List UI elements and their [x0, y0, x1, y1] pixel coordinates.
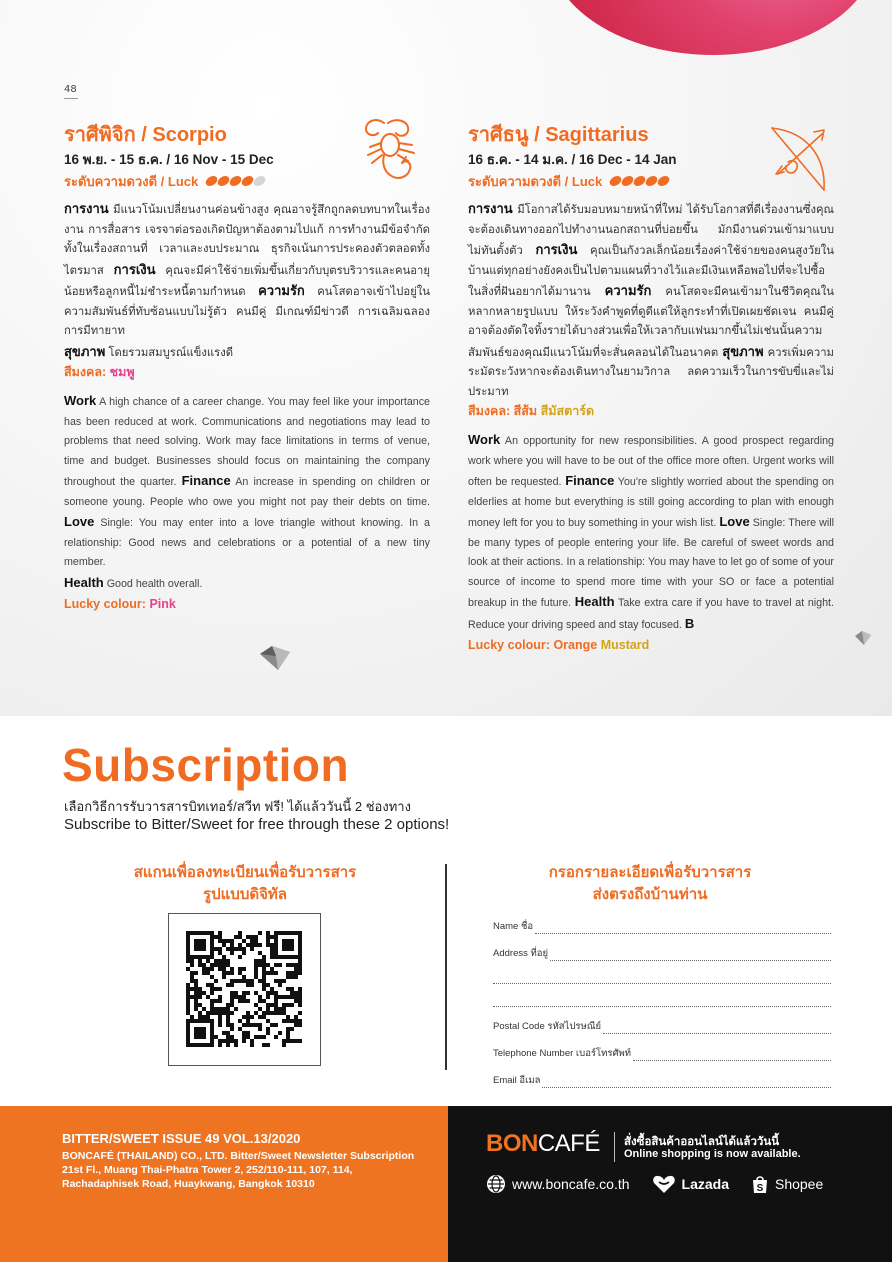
- email-line[interactable]: [542, 1078, 831, 1088]
- work-text: A high chance of a career change. You may feel like your importance has been reduced at work. Communications and negotiations may lead to problems that need solving. Work may face limitations in terms of venue, time and budget. Businesses should focus on maintaining the company throughout the quarter.: [64, 396, 430, 488]
- sagittarius-english-text: [468, 430, 834, 635]
- lucky-value-orange: Orange: [553, 638, 598, 652]
- work-label: การงาน: [468, 201, 513, 216]
- address-field-line[interactable]: [550, 951, 831, 961]
- love-text: คนโสดอาจเข้าไปอยู่ในความสัมพันธ์ที่ทับซ้อนแบบไม่รู้ตัว คนมีคู่ มีเกณฑ์มีข่าวดี การเฉลิมฉลอง การมีทายาท: [64, 286, 430, 337]
- decorative-gem-icon: [854, 630, 872, 646]
- shopee-bag-icon: [751, 1174, 769, 1194]
- lucky-value-mustard: Mustard: [600, 638, 650, 652]
- footer-shop-panel: [448, 1106, 892, 1262]
- shopee-link[interactable]: [751, 1174, 823, 1194]
- scorpio-thai-text: [64, 199, 430, 363]
- finance-label: การเงิน: [535, 242, 578, 257]
- scorpio-luck-label: ระดับความดวงดี / Luck: [64, 173, 199, 189]
- telephone-line[interactable]: [633, 1051, 831, 1061]
- finance-text: คุณจะมีค่าใช้จ่ายเพิ่มขึ้นเกี่ยวกับบุตรบริวารและคนอายุน้อยหรือลูกหนี้ไม่ชำระหนี้ตามกำหนด: [64, 264, 430, 298]
- company-address: [62, 1149, 432, 1191]
- health-label: Health: [574, 594, 615, 609]
- address-line-2: 21st Fl., Muang Thai-Phatra Tower 2, 252/110-111, 107, 114,: [62, 1164, 353, 1176]
- subscription-english-line: Subscribe to Bitter/Sweet for free through these 2 options!: [64, 816, 450, 833]
- address-line[interactable]: [493, 997, 831, 1007]
- luck-dot-filled-icon: [656, 176, 671, 186]
- footer-issue-panel: [0, 1106, 448, 1262]
- sagittarius-dates: 16 ธ.ค. - 14 ม.ค. / 16 Dec - 14 Jan: [468, 152, 677, 167]
- scorpio-luck: [64, 171, 430, 191]
- scorpio-lucky-thai: [64, 363, 430, 381]
- sagittarius-luck: [468, 171, 834, 191]
- postal-code-field[interactable]: [493, 1008, 831, 1034]
- decorative-pink-circle: [548, 0, 878, 55]
- finance-text: An increase in spending on children or someone young. People who owe you might not pay their debts on time.: [64, 476, 430, 508]
- svg-text:S: S: [756, 1183, 764, 1194]
- health-label: Health: [64, 574, 104, 590]
- postal-code-label: Postal Code รหัสไปรษณีย์: [493, 1021, 602, 1032]
- work-label: Work: [468, 432, 501, 447]
- address-field-line3[interactable]: [493, 985, 831, 1007]
- page-number: 48: [64, 84, 77, 95]
- lazada-link[interactable]: [652, 1174, 729, 1194]
- sagittarius-luck-label: ระดับความดวงดี / Luck: [468, 173, 603, 189]
- scorpio-english-text: [64, 391, 430, 594]
- online-shopping-english: Online shopping is now available.: [624, 1148, 801, 1160]
- health-text: โดยรวมสมบูรณ์แข็งแรงดี: [105, 346, 234, 359]
- address-line-1: BONCAFÉ (THAILAND) CO., LTD. Bitter/Sweet Newsletter Subscription: [62, 1150, 415, 1162]
- qr-code[interactable]: [168, 913, 321, 1066]
- scorpio-dates: 16 พ.ย. - 15 ธ.ค. / 16 Nov - 15 Dec: [64, 152, 274, 167]
- logo-cafe: CAFÉ: [537, 1130, 600, 1157]
- address-line[interactable]: [493, 974, 831, 984]
- lucky-value-mustard: สีมัสตาร์ด: [540, 404, 595, 418]
- address-field[interactable]: [493, 935, 831, 961]
- name-field[interactable]: [493, 912, 831, 934]
- sagittarius-title: ราศีธนู / Sagittarius: [468, 124, 649, 146]
- health-text: ควรเพิ่มความระมัดระวังหากจะต้องเดินทางในยามวิกาล ลดความเร็วในการขับขี่และไม่ประมาท: [468, 346, 834, 398]
- digital-option-heading: [95, 862, 395, 906]
- mail-option-heading: [490, 862, 810, 906]
- mail-subscription-form: [493, 912, 831, 1089]
- postal-code-line[interactable]: [603, 1024, 831, 1034]
- lucky-label: Lucky colour:: [64, 597, 150, 611]
- mail-option-line2: ส่งตรงถึงบ้านท่าน: [592, 886, 708, 903]
- love-text: Single: You may enter into a love triangle without knowing. In a relationship: Good news and celebrations or a potential of a new tiny member.: [64, 517, 430, 568]
- telephone-field[interactable]: [493, 1035, 831, 1061]
- sagittarius-lucky-english: [468, 635, 834, 655]
- work-text: An opportunity for new responsibilities. A good prospect regarding work where you will have to be out of the office more often. Urgent works will often be requested.: [468, 435, 834, 488]
- subscription-thai-line: เลือกวิธีการรับวารสารบิทเทอร์/สวีท ฟรี! ได้แล้ววันนี้ 2 ช่องทาง: [64, 799, 411, 814]
- telephone-label: Telephone Number เบอร์โทรศัพท์: [493, 1048, 632, 1059]
- options-divider: [445, 864, 447, 1070]
- health-label: สุขภาพ: [722, 343, 764, 359]
- name-field-label: Name ชื่อ: [493, 921, 534, 932]
- work-label: การงาน: [64, 201, 109, 216]
- lazada-heart-icon: [652, 1174, 676, 1194]
- sagittarius-lucky-thai: [468, 402, 834, 420]
- luck-dot-empty-icon: [252, 176, 267, 186]
- scorpio-title: ราศีพิจิก / Scorpio: [64, 124, 227, 146]
- mail-option-line1: กรอกรายละเอียดเพื่อรับวารสาร: [548, 864, 752, 881]
- address-field-label: Address ที่อยู่: [493, 948, 549, 959]
- health-text: Take extra care if you have to travel at night. Reduce your driving speed and stay focused.: [468, 597, 834, 631]
- scorpio-column: [64, 122, 430, 614]
- lazada-text: Lazada: [681, 1176, 729, 1192]
- health-text: Good health overall.: [103, 577, 203, 590]
- online-shopping-thai: สั่งซื้อสินค้าออนไลน์ได้แล้ววันนี้: [624, 1136, 780, 1148]
- love-label: ความรัก: [258, 283, 305, 298]
- boncafe-logo: [486, 1130, 600, 1158]
- work-text: มีโอกาสได้รับมอบหมายหน้าที่ใหม่ ได้รับโอกาสที่ดีเรื่องงานซึ่งคุณจะต้องเดินทางออกไปทำงานนอกสถานที่บ่อยขึ้น มักมีงานด่วนเข้ามาแบบไม่ทันตั้งตัว: [468, 204, 834, 257]
- digital-option-line2: รูปแบบดิจิทัล: [203, 886, 287, 903]
- digital-option-line1: สแกนเพื่อลงทะเบียนเพื่อรับวารสาร: [133, 864, 357, 881]
- sagittarius-luck-rating: [610, 176, 669, 186]
- lucky-value: Pink: [149, 597, 176, 611]
- lucky-label: Lucky colour:: [468, 638, 554, 652]
- shop-links: [486, 1174, 845, 1194]
- love-text: คนโสดจะมีคนเข้ามาในชีวิตคุณในหลากหลายรูปแบบ ให้ระวังคำพูดที่ดูดีแต่ให้ลูกระทำที่เปิดเผยชัดเจน คนมีคู่ อาจต้องตัดใจทิ้งรายได้บางส่วนเพื่อให้เวลากับแฟนมากขึ้นไม่เช่นนั้นความสัมพันธ์ของคุณมีแนวโน้มที่จะสั่นคลอนได้ในอนาคต: [468, 286, 834, 359]
- finance-label: การเงิน: [113, 261, 156, 277]
- work-label: Work: [64, 393, 97, 408]
- issue-label: BITTER/SWEET ISSUE 49 VOL.13/2020: [62, 1131, 301, 1146]
- health-label: สุขภาพ: [64, 343, 106, 359]
- lucky-label: สีมงคล:: [64, 365, 110, 379]
- love-label: ความรัก: [604, 283, 652, 298]
- qr-code-icon: [169, 914, 320, 1065]
- sagittarius-column: [468, 122, 834, 655]
- lucky-label: สีมงคล:: [468, 404, 514, 418]
- lucky-value-orange: สีส้ม: [513, 404, 538, 418]
- subscription-title: Subscription: [62, 739, 350, 791]
- sagittarius-thai-text: [468, 199, 834, 402]
- end-mark: B: [684, 615, 695, 631]
- finance-label: Finance: [181, 473, 231, 488]
- love-text: Single: There will be many types of people entering your life. Be careful of sweet words and look at their actions. In a relationship: You may have to let go of some of your source of income to spend more time with your SO or face a potential breakup in the future.: [468, 517, 834, 609]
- name-field-line[interactable]: [535, 924, 831, 934]
- scorpio-luck-rating: [206, 176, 265, 186]
- finance-label: Finance: [565, 473, 615, 488]
- finance-text: คุณเป็นกังวลเล็กน้อยเรื่องค่าใช้จ่ายของคนสูงวัยในบ้านแต่ทุกอย่างยังคงเป็นไปตามแผนที่วางไว้และมีเงินเหลือพอไปที่จะไปซื้อในสิ่งที่ฝันอยากได้มานาน: [468, 245, 834, 298]
- email-field[interactable]: [493, 1062, 831, 1088]
- love-label: Love: [64, 514, 95, 529]
- page-number-rule: [64, 98, 78, 99]
- finance-text: You're slightly worried about the spending on elderlies at home but everything is still going according to plan with enough money left for you to buy something in your wish list.: [468, 476, 834, 529]
- decorative-gem-icon: [258, 644, 292, 672]
- scorpio-lucky-english: [64, 594, 430, 614]
- shopee-text: Shopee: [774, 1176, 824, 1192]
- love-label: Love: [719, 514, 750, 529]
- website-text: www.boncafe.co.th: [512, 1176, 630, 1192]
- globe-icon: [486, 1174, 506, 1194]
- work-text: มีแนวโน้มเปลี่ยนงานค่อนข้างสูง คุณอาจรู้สึกถูกลดบทบาทในเรื่องงาน การสื่อสาร เจรจาต่อรองเกิดปัญหาต้องตามไปแก้ การทำงานมีข้อจำกัดทั้งในเรื่องสถานที่ เวลาและงบประมาณ ธุรกิจเน้นการประคองตัวตลอดทั้งไตรมาส: [64, 204, 430, 277]
- logo-divider: [614, 1132, 615, 1162]
- address-line-3: Rachadaphisek Road, Huaykwang, Bangkok 10310: [62, 1178, 315, 1190]
- address-field-line2[interactable]: [493, 962, 831, 984]
- website-link[interactable]: [486, 1174, 630, 1194]
- lucky-value: ชมพู: [109, 365, 135, 379]
- email-label: Email อีเมล: [493, 1075, 541, 1086]
- logo-bon: BON: [486, 1130, 538, 1157]
